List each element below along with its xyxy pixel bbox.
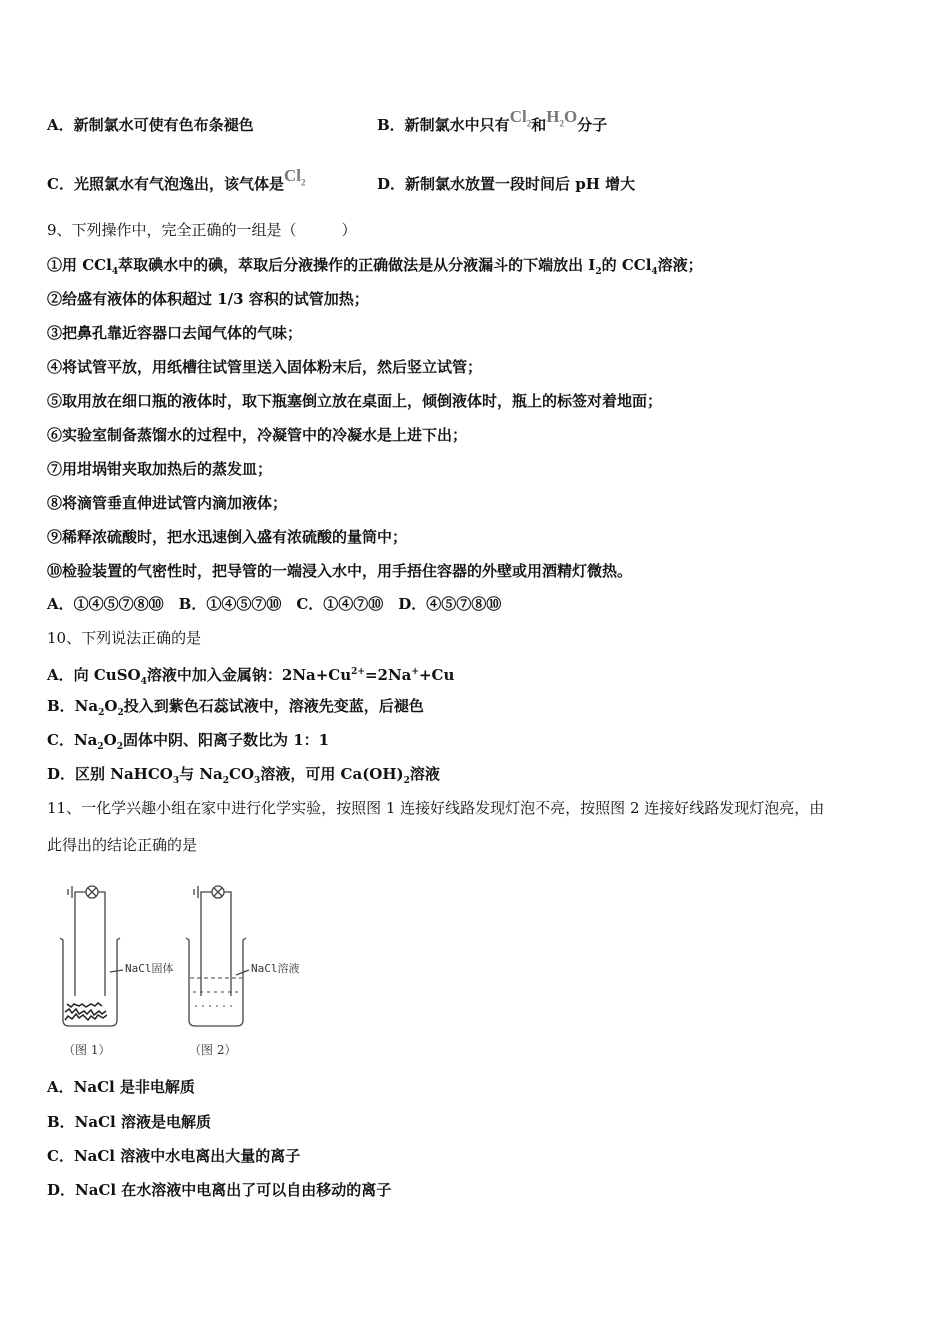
- q9-options: A．①④⑤⑦⑧⑩ B．①④⑤⑦⑩ C．①④⑦⑩ D．④⑤⑦⑧⑩: [47, 595, 502, 613]
- q9-item-6: ⑥实验室制备蒸馏水的过程中，冷凝管中的冷凝水是上进下出；: [47, 426, 468, 444]
- q10-option-b: B．$Na_2O_2$投入到紫色石蕊试液中，溶液先变蓝，后褪色: [47, 697, 424, 718]
- nacl-solid-label: NaCl固体: [125, 962, 174, 975]
- q8-option-c: C．光照氯水有气泡逸出，该气体是$Cl_2$: [47, 166, 306, 193]
- q9-item-1: ①用 CCl$_4$萃取碘水中的碘，萃取后分液操作的正确做法是从分液漏斗的下端放出 $I_2$的 CCl$_4$溶液；: [47, 256, 703, 277]
- q9-item-2: ②给盛有液体的体积超过 1/3 容积的试管加热；: [47, 290, 369, 308]
- q10-stem: 10、下列说法正确的是: [47, 629, 202, 647]
- q9-stem: 9、下列操作中，完全正确的一组是（ ）: [47, 221, 357, 239]
- conductivity-experiment-figure: [55, 880, 315, 1057]
- q11-option-a: A．NaCl 是非电解质: [47, 1078, 195, 1096]
- q10-option-a: A．向 CuSO$_4$溶液中加入金属钠：$2Na+Cu^{2+}=2Na^++Cu$: [47, 666, 455, 687]
- nacl-solution-label: NaCl溶液: [251, 962, 300, 975]
- q8-option-d: D．新制氯水放置一段时间后 pH 增大: [377, 175, 636, 193]
- nacl-solution-surface: [190, 978, 242, 1006]
- q8-option-b: B．新制氯水中只有$Cl_2$和$H_2O$分子: [377, 107, 608, 134]
- q11-option-b: B．NaCl 溶液是电解质: [47, 1113, 211, 1131]
- formula-cl2: $Cl_2$: [509, 107, 532, 129]
- q9-item-3: ③把鼻孔靠近容器口去闻气体的气味；: [47, 324, 303, 342]
- q11-option-d: D．NaCl 在水溶液中电离出了可以自由移动的离子: [47, 1181, 392, 1199]
- q11-stem-line1: 11、一化学兴趣小组在家中进行化学实验，按照图 1 连接好线路发现灯泡不亮，按照图 2 连接好线路发现灯泡亮，由: [47, 799, 825, 817]
- q9-item-9: ⑨稀释浓硫酸时，把水迅速倒入盛有浓硫酸的量筒中；: [47, 528, 408, 546]
- q11-option-c: C．NaCl 溶液中水电离出大量的离子: [47, 1147, 301, 1165]
- formula-cl2: $Cl_2$: [283, 166, 306, 188]
- q9-item-5: ⑤取用放在细口瓶的液体时，取下瓶塞倒立放在桌面上，倾倒液体时，瓶上的标签对着地面；: [47, 392, 663, 410]
- figure2-apparatus: [186, 886, 246, 1026]
- q9-item-4: ④将试管平放，用纸槽往试管里送入固体粉末后，然后竖立试管；: [47, 358, 483, 376]
- q8-option-a: A．新制氯水可使有色布条褪色: [47, 116, 254, 134]
- formula-h2o: $H_2O$: [546, 107, 578, 129]
- q10-option-c: C．$Na_2O_2$固体中阴、阳离子数比为 1：1: [47, 731, 330, 752]
- figure2-caption: （图 2）: [189, 1043, 237, 1057]
- q9-item-8: ⑧将滴管垂直伸进试管内滴加液体；: [47, 494, 288, 512]
- q9-item-7: ⑦用坩埚钳夹取加热后的蒸发皿；: [47, 460, 273, 478]
- figure1-caption: （图 1）: [63, 1043, 111, 1057]
- q10-option-d: D．区别 NaHCO$_3$与 $Na_2CO_3$溶液，可用 $Ca(OH)_2$溶液: [47, 765, 440, 786]
- q9-item-10: ⑩检验装置的气密性时，把导管的一端浸入水中，用手捂住容器的外壁或用酒精灯微热。: [47, 562, 633, 580]
- q11-stem-line2: 此得出的结论正确的是: [47, 836, 198, 854]
- nacl-solid-particles: [65, 1003, 107, 1020]
